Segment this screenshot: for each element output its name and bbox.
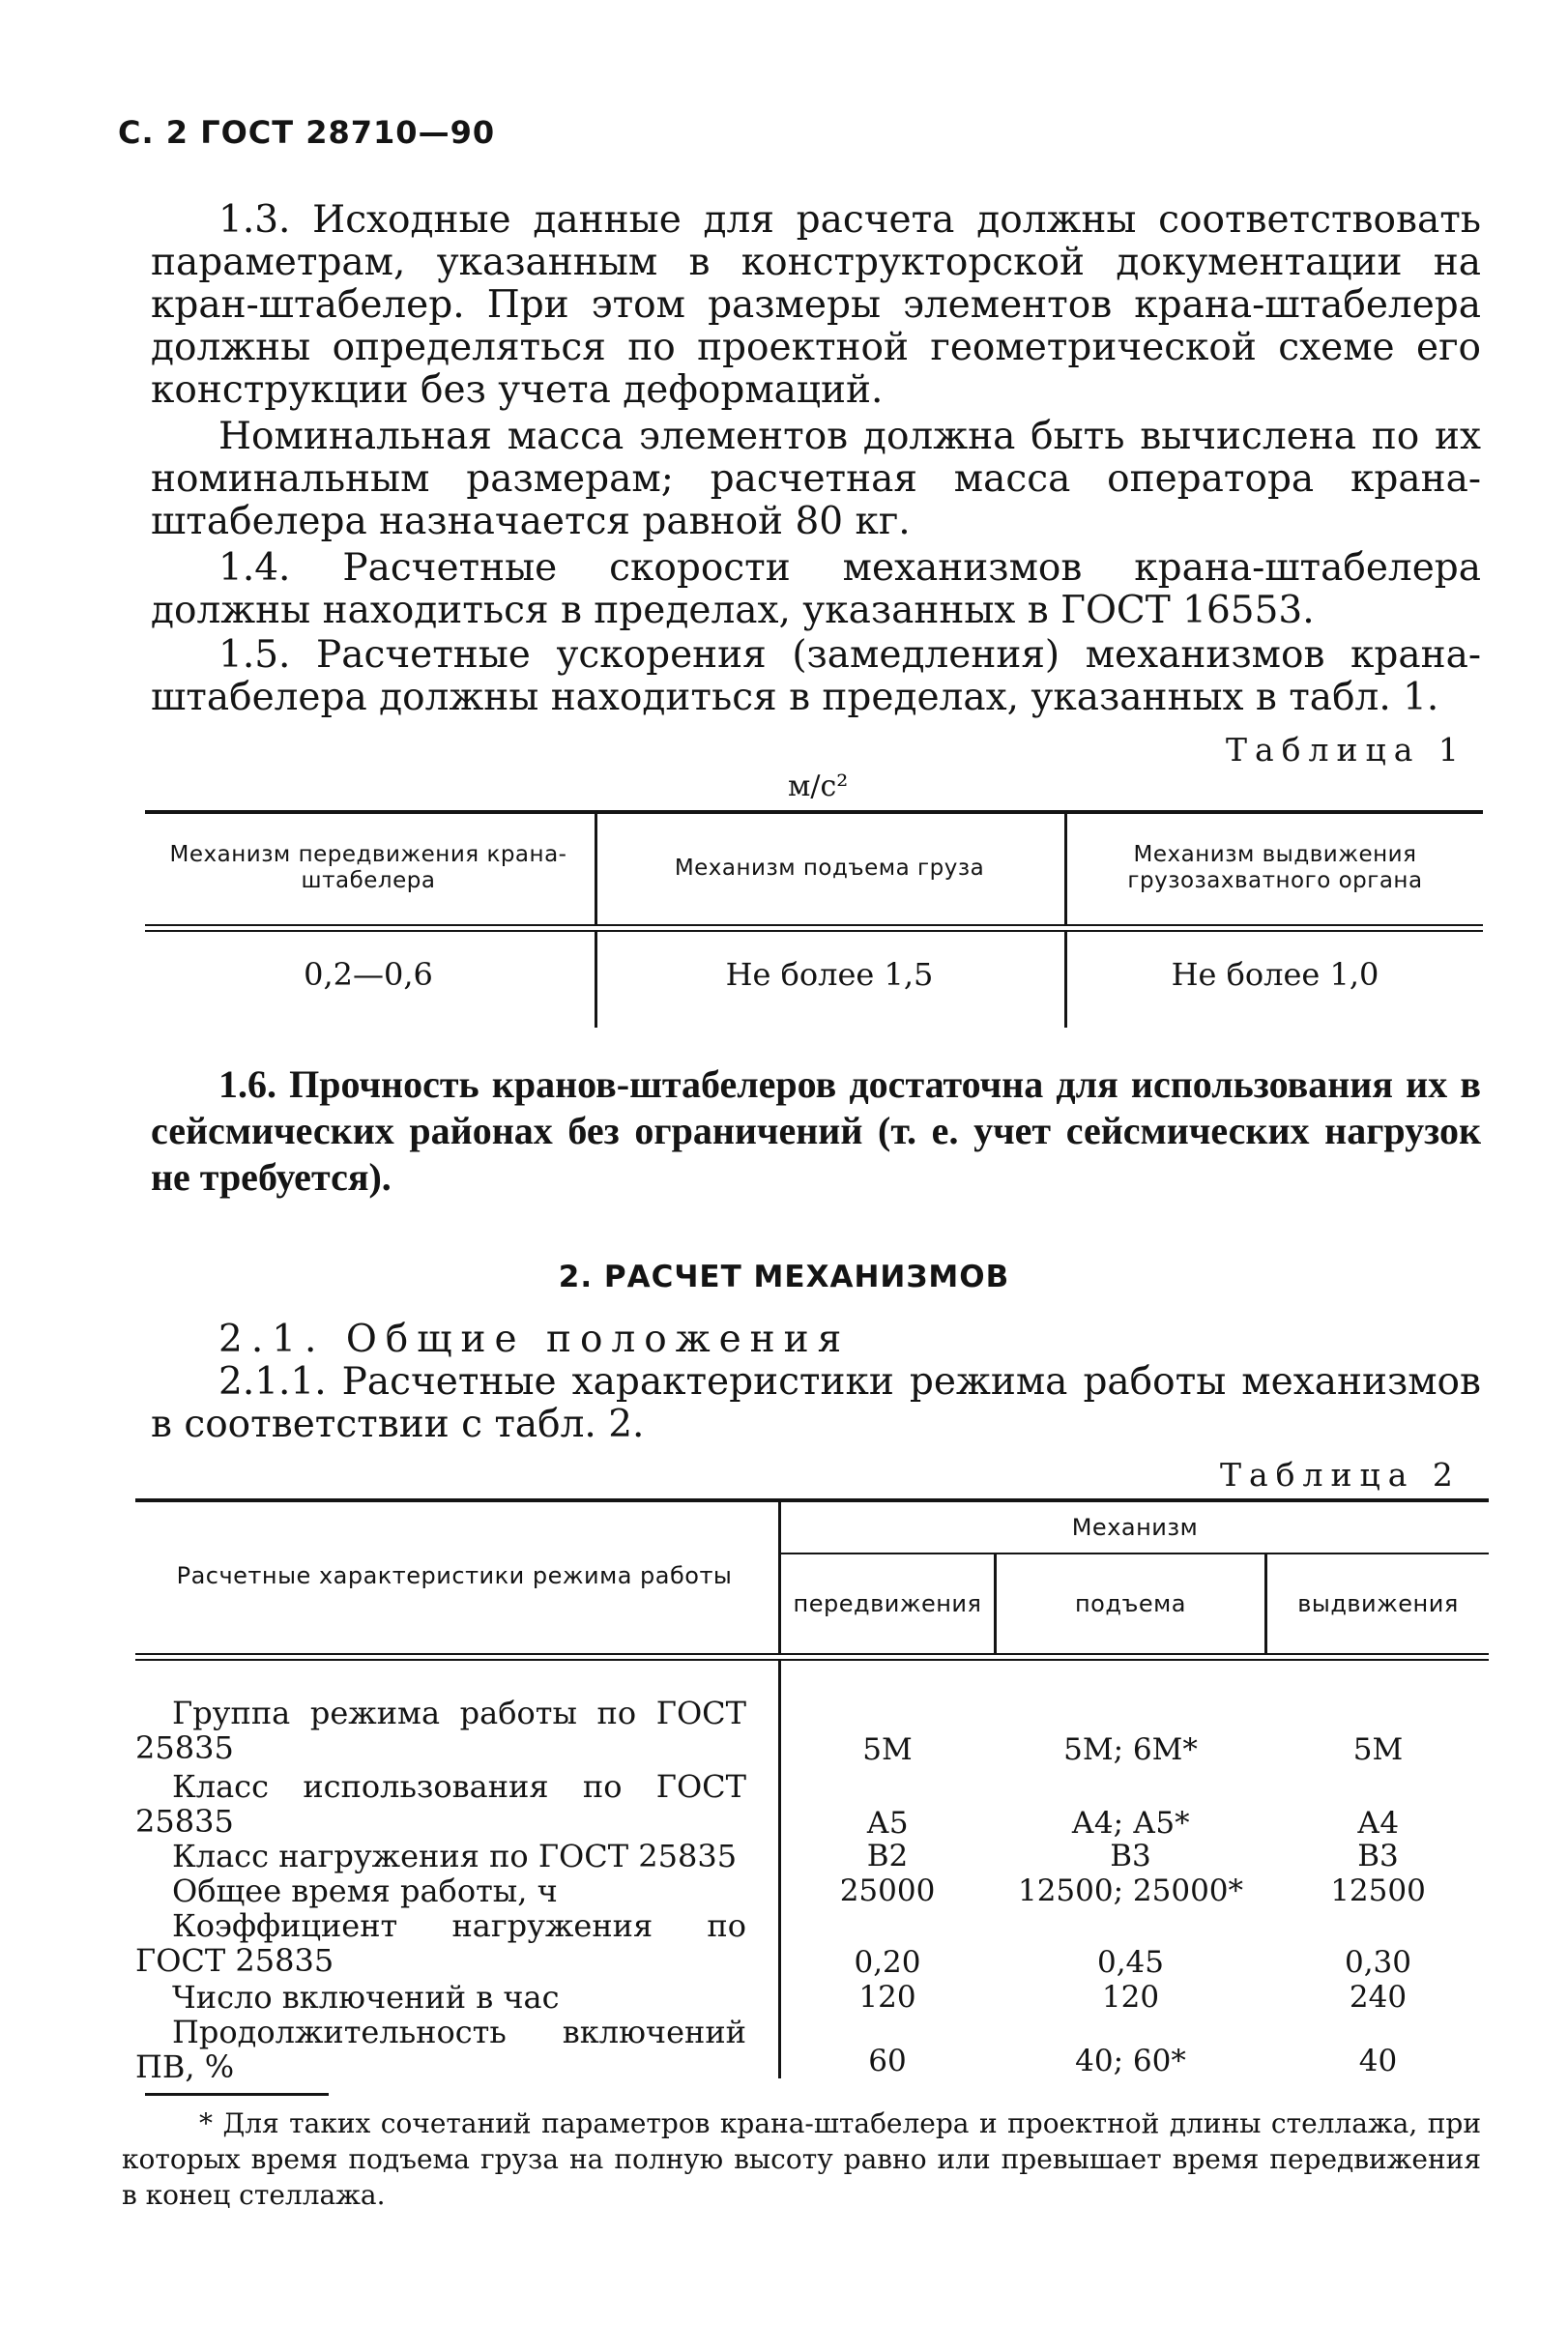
table2-top-rule [135,1498,1489,1502]
paragraph-1-3-mass: Номинальная масса элементов должна быть вычислена по их номинальным размерам; расчетная масса оператора крана-штабелера назначается равной 80 кг. [151,415,1481,543]
table2-row-label: Коэффициент нагружения по ГОСТ 25835 [135,1907,746,1979]
table2-header-rule [135,1653,1489,1655]
table2-cell: В3 [1357,1839,1399,1873]
table2-cell: 25000 [839,1873,936,1908]
paragraph-1-5: 1.5. Расчетные ускорения (замедления) механизмов крана-штабелера должны находиться в пределах, указанных в табл. 1. [151,633,1481,719]
table2-cell: 120 [858,1980,916,2015]
table2-cell: А4; А5* [1071,1806,1190,1841]
table2-cell: 5М; 6М* [1063,1732,1198,1767]
table2-cell: 0,45 [1096,1945,1165,1980]
section-heading: 2. РАСЧЕТ МЕХАНИЗМОВ [558,1260,1010,1294]
table2-cell: 0,20 [854,1945,921,1980]
table2-cell: 12500 [1330,1873,1426,1908]
table1-caption: Таблица 1 [1226,731,1466,769]
table2-sub-header: выдвижения [1297,1589,1459,1617]
paragraph-1-3: 1.3. Исходные данные для расчета должны соответствовать параметрам, указанным в конструкторской документации на кран-штабелер. При этом размеры элементов крана-штабелера должны определяться по проектной геометрической схеме его конструкции без учета деформаций. [151,198,1481,412]
subsection-heading: 2.1. Общие положения [218,1318,851,1361]
table1-header-cell: Механизм передвижения крана-штабелера [169,842,567,893]
table2-cell: 60 [868,2044,907,2078]
table2-row-label: Группа режима работы по ГОСТ 25835 [135,1695,746,1766]
table2 [135,1498,1489,2085]
table2-cell: 120 [1101,1980,1160,2015]
table1-value: 0,2—0,6 [304,956,433,993]
table2-row-label: Число включений в час [172,1979,560,2016]
table1-value: Не более 1,0 [1171,956,1379,993]
paragraph-1-4: 1.4. Расчетные скорости механизмов крана-штабелера должны находиться в пределах, указанных в ГОСТ 16553. [151,546,1481,632]
table2-row-label: Класс использования по ГОСТ 25835 [135,1768,746,1840]
table2-cell: 0,30 [1344,1945,1412,1980]
table2-cell: 5М [862,1732,913,1767]
table2-header-rule [135,1659,1489,1661]
table2-cell: В2 [866,1839,909,1873]
footnote-rule [145,2093,329,2096]
table1 [145,810,1483,1028]
paragraph-1-6: 1.6. Прочность кранов-штабелеров достаточна для использования их в сейсмических районах без ограничений (т. е. учет сейсмических нагрузок не требуется). [151,1062,1481,1199]
table2-sub-header: подъема [1074,1589,1186,1617]
table2-group-header: Механизм [1071,1513,1199,1541]
table2-cell: 12500; 25000* [1017,1873,1244,1908]
table1-header-cell: Механизм подъема груза [674,855,985,881]
table2-cell: 240 [1349,1980,1408,2015]
table1-header-rule [145,924,1483,926]
page-header: С. 2 ГОСТ 28710—90 [118,114,496,151]
table1-units: м/с² [788,769,849,803]
paragraph-2-1-1: 2.1.1. Расчетные характеристики режима работы механизмов в соответствии с табл. 2. [151,1360,1481,1446]
table2-caption: Таблица 2 [1220,1456,1461,1494]
table2-cell: А5 [866,1806,909,1841]
table2-cell: В3 [1110,1839,1151,1873]
table1-header-cell: Механизм выдвижения грузозахватного органа [1127,842,1423,893]
table2-cell: А4 [1356,1806,1400,1841]
table1-value: Не более 1,5 [725,956,934,993]
table1-header-rule [145,930,1483,932]
table1-top-rule [145,810,1483,814]
table2-row-label: Продолжительность включений ПВ, % [135,2014,746,2085]
table2-column-label: Расчетные характеристики режима работы [176,1561,733,1589]
table2-cell: 40 [1358,2044,1398,2078]
table2-sub-header: передвижения [793,1589,982,1617]
table2-cell: 5М [1352,1732,1404,1767]
footnote: * Для таких сочетаний параметров крана-штабелера и проектной длины стеллажа, при которых время подъема груза на полную высоту равно или превышает время передвижения в конец стеллажа. [122,2107,1481,2211]
table2-row-label: Общее время работы, ч [172,1873,558,1909]
table2-row-label: Класс нагружения по ГОСТ 25835 [172,1838,738,1874]
table2-cell: 40; 60* [1075,2044,1186,2078]
table2-group-rule [781,1553,1489,1554]
